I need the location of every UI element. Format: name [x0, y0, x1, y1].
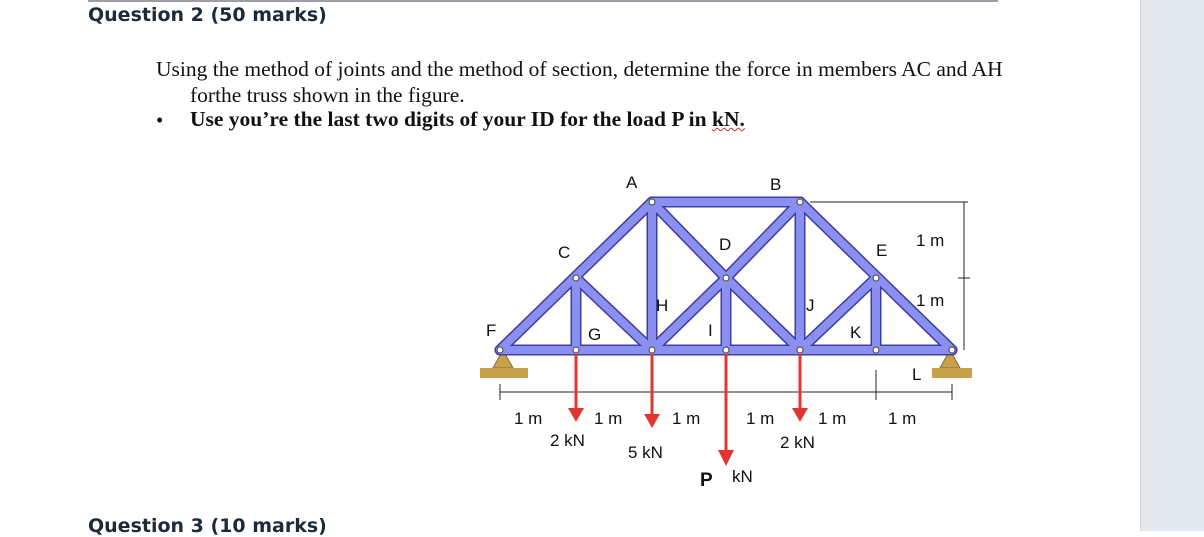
ground-hatch-right	[932, 368, 972, 378]
joint-label-G: G	[588, 325, 602, 344]
joint-label-K: K	[850, 323, 862, 342]
load-label-G: 2 kN	[550, 431, 585, 450]
paragraph-line-2: forthe truss shown in the figure.	[190, 83, 465, 107]
dim-bottom-3: 1 m	[672, 409, 701, 428]
dim-right-upper: 1 m	[916, 231, 945, 250]
joint-label-H: H	[656, 296, 669, 315]
paragraph-line-1: Using the method of joints and the method of section, determine the force in members AC and AH	[156, 57, 1003, 81]
dim-bottom-6: 1 m	[888, 409, 917, 428]
load-arrow-I	[718, 354, 734, 466]
joint-label-D: D	[719, 235, 732, 254]
ground-hatch-left	[480, 368, 528, 378]
joint-label-I: I	[708, 321, 713, 340]
dim-right-lower: 1 m	[916, 291, 945, 310]
dim-bottom-2: 1 m	[594, 409, 623, 428]
truss-figure	[470, 168, 990, 498]
load-label-P-unit: kN	[732, 467, 753, 486]
bullet-text-main: Use you’re the last two digits of your ID for the load P in	[190, 107, 712, 131]
load-label-J: 2 kN	[780, 433, 815, 452]
spellcheck-flag: kN.	[711, 107, 745, 131]
right-margin-panel	[1140, 0, 1204, 531]
question-paragraph	[156, 56, 1056, 108]
load-label-H: 5 kN	[628, 443, 663, 462]
joint-label-B: B	[770, 175, 782, 194]
right-dimension	[810, 202, 970, 350]
load-label-P-symbol: P	[700, 470, 713, 491]
top-divider	[88, 0, 998, 2]
joint-label-A: A	[626, 173, 638, 192]
question-heading: Question 2 (50 marks)	[88, 4, 327, 26]
load-arrow-G	[568, 354, 584, 422]
load-arrow-H	[644, 354, 660, 428]
joint-label-J: J	[806, 296, 815, 315]
joint-label-C: C	[558, 243, 571, 262]
load-arrow-J	[792, 354, 808, 422]
member-DJ	[726, 278, 800, 350]
next-question-heading: Question 3 (10 marks)	[88, 515, 327, 537]
bullet-icon: •	[156, 108, 164, 132]
member-DB	[726, 202, 800, 278]
joint-label-L: L	[912, 365, 922, 384]
joint-label-E: E	[876, 241, 888, 260]
bullet-instruction	[190, 107, 745, 132]
joint-label-F: F	[486, 321, 497, 340]
member-AD	[652, 202, 726, 278]
dim-bottom-4: 1 m	[746, 409, 775, 428]
dim-bottom-1: 1 m	[514, 409, 543, 428]
dim-bottom-5: 1 m	[818, 409, 847, 428]
